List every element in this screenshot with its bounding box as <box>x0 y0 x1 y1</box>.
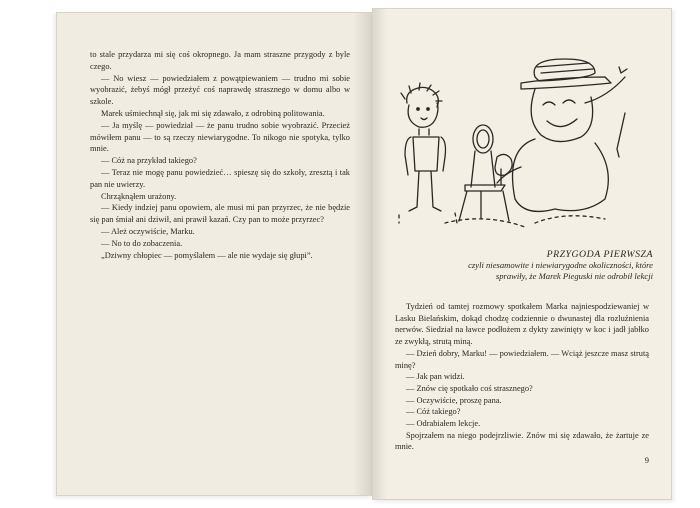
boy-figure <box>401 83 446 211</box>
paragraph: — No to do zobaczenia. <box>101 238 183 248</box>
open-book <box>56 8 670 500</box>
paragraph: — Ależ oczywiście, Marku. <box>101 226 195 236</box>
paragraph: — Kiedy indziej panu opowiem, ale musi mi pan przyrzec, że nie będzie się pan śmiał ani dziwił, ani prawił kazań. Czy pan to może przyrzec? <box>90 203 350 225</box>
paragraph: — Znów cię spotkało coś strasznego? <box>406 383 533 393</box>
paragraph: — No wiesz — powiedziałem z powątpiewaniem — trudno mi sobie wyobrazić, żebyś mógł przeżyć coś naprawdę strasznego w domu albo w szkole. <box>90 73 350 107</box>
paragraph: to stale przydarza mi się coś okropnego. Ja mam straszne przygody z byle czego. <box>90 50 350 71</box>
paragraph: — Odrabiałem lekcje. <box>406 419 481 429</box>
chapter-subtitle: czyli niesamowite i niewiarygodne okoliczności, które sprawiły, że Marek Pieguski nie odrobił lekcji <box>468 260 653 282</box>
paragraph: Tydzień od tamtej rozmowy spotkałem Marka najniespodziewaniej w Lasku Bielańskim, dokąd chodzę codziennie o dwunastej dla rozluźnienia nerwów. Siedział na ławce podłożem z dykty zawinięty w koc i jadł jabłko ze zwykłą, strutą miną. <box>395 302 649 347</box>
paragraph: „Dziwny chłopiec — pomyślałem — ale nie wydaje się głupi”. <box>101 250 313 260</box>
paragraph: Marek uśmiechnął się, jak mi się zdawało, z odrobiną politowania. <box>101 108 325 118</box>
paragraph: Spojrzałem na niego podejrzliwie. Znów mi się zdawało, że żartuje ze mnie. <box>395 430 649 452</box>
right-text-column <box>395 301 649 453</box>
left-text-column <box>90 49 350 261</box>
left-page <box>56 12 372 496</box>
ghost-figure <box>497 59 627 211</box>
motion-lines <box>399 213 605 227</box>
chapter-heading <box>453 249 653 283</box>
chapter-title: PRZYGODA PIERWSZA <box>546 249 653 260</box>
page-number: 9 <box>644 455 649 465</box>
paragraph: — Oczywiście, proszę pana. <box>406 395 502 405</box>
paragraph: — Dzień dobry, Marku! — powiedziałem. — Wciąż jeszcze masz strutą minę? <box>395 348 649 370</box>
chair-drawing <box>459 125 512 221</box>
paragraph: — Cóż na przykład takiego? <box>101 156 197 166</box>
paragraph: — Teraz nie mogę panu powiedzieć… spieszę się do szkoły, zresztą i tak pan nie uwierzy. <box>90 167 350 189</box>
right-page <box>372 8 672 500</box>
paragraph: — Jak pan widzi. <box>406 372 465 382</box>
paragraph: — Cóż takiego? <box>406 407 461 417</box>
boy-and-ghost-illustration <box>385 47 635 231</box>
paragraph: — Ja myślę — powiedział — że panu trudno sobie wyobrazić. Przecież mówiłem panu — to są rzeczy niewiarygodne. To nikogo nie spotyka, tylko mnie. <box>90 120 350 154</box>
paragraph: Chrząknąłem urażony. <box>101 191 177 201</box>
